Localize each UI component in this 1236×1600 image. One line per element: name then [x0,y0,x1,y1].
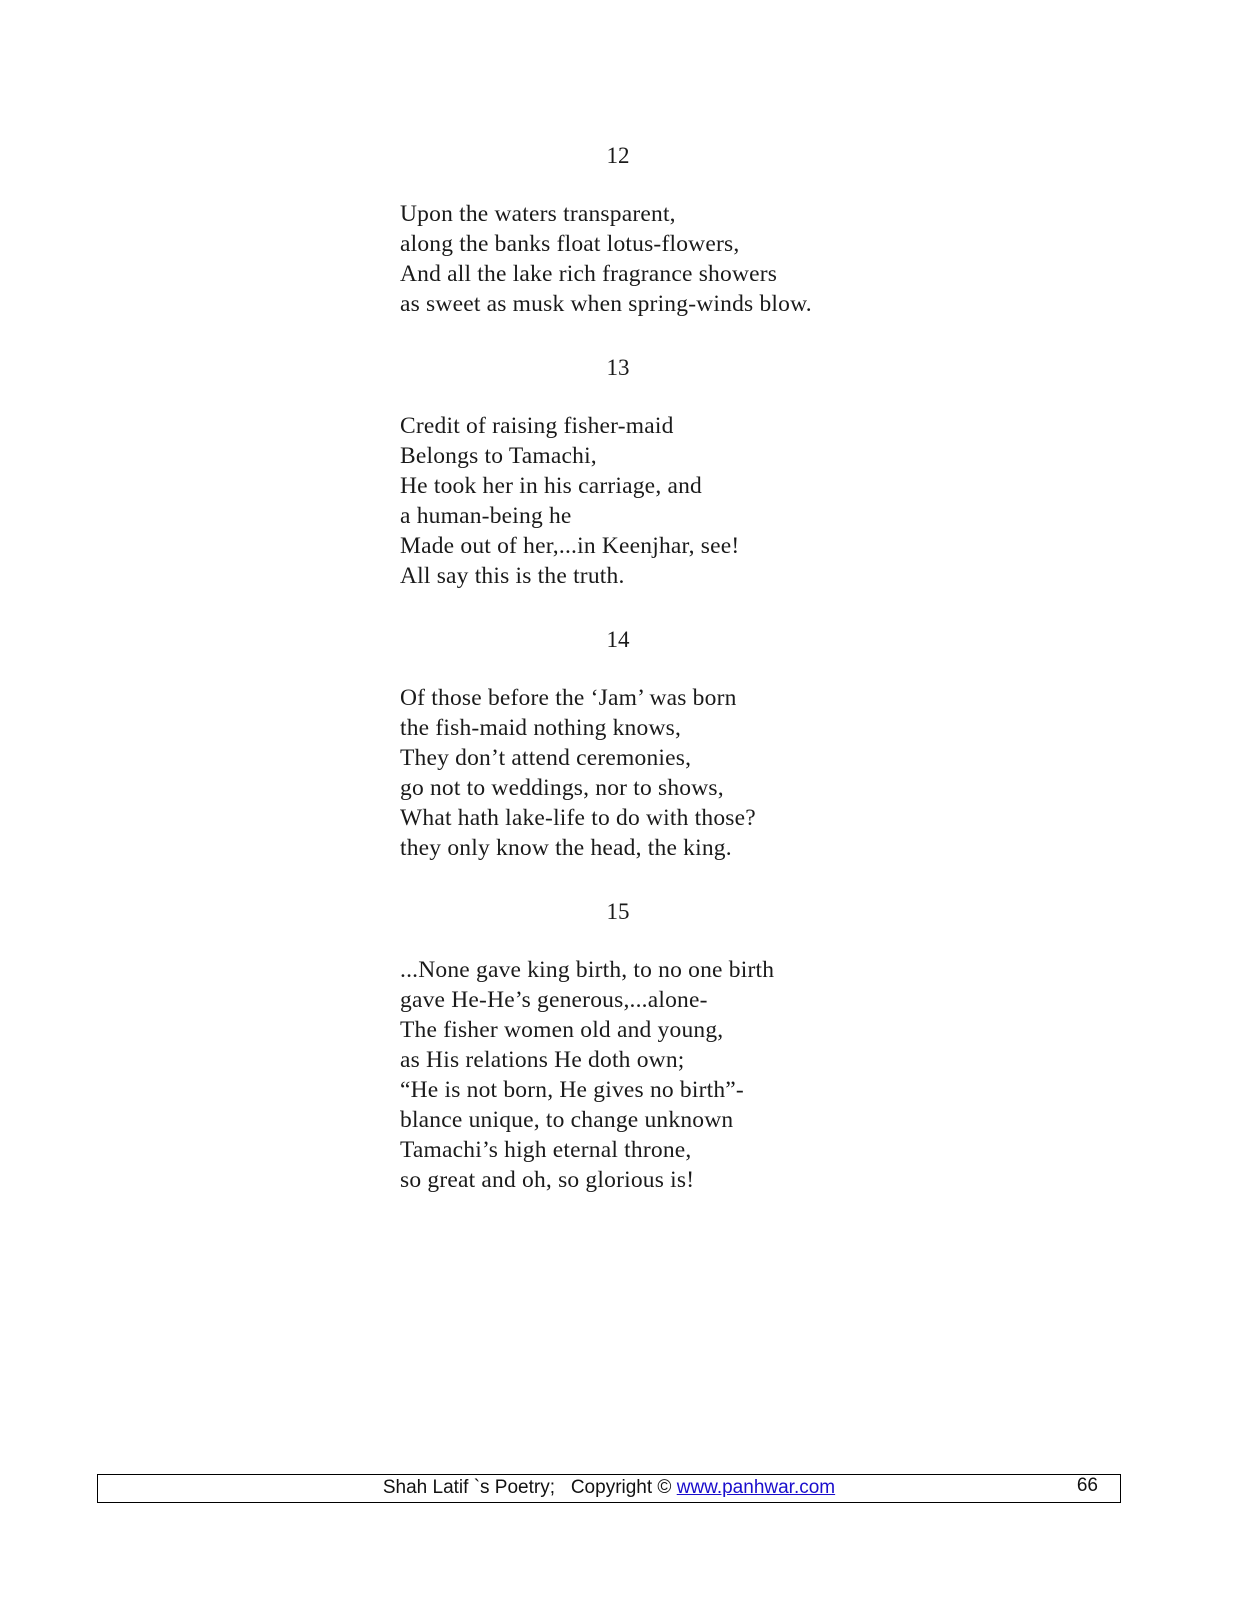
stanza-number-13: 13 [606,355,630,380]
verse-line: the fish-maid nothing knows, [400,715,682,741]
verse-line: He took her in his carriage, and [400,473,702,499]
verse-line: The fisher women old and young, [400,1017,724,1043]
stanza-14 [400,683,920,863]
verse-line: so great and oh, so glorious is! [400,1167,695,1193]
verse-line: And all the lake rich fragrance showers [400,261,778,287]
verse-line: as sweet as musk when spring-winds blow. [400,291,812,317]
verse-line: Made out of her,...in Keenjhar, see! [400,533,740,559]
verse-line: blance unique, to change unknown [400,1107,734,1133]
verse-line: All say this is the truth. [400,563,625,589]
verse-line: gave He-He’s generous,...alone- [400,987,708,1013]
verse-line: Of those before the ‘Jam’ was born [400,685,737,711]
verse-line: Belongs to Tamachi, [400,443,597,469]
stanza-15 [400,955,920,1195]
verse-line: Credit of raising fisher-maid [400,413,674,439]
verse-line: a human-being he [400,503,572,529]
website-link[interactable]: www.panhwar.com [676,1477,836,1498]
stanza-number-14: 14 [606,627,630,652]
stanza-12 [400,199,920,319]
footer-credit [98,1477,1120,1499]
page-footer [97,1474,1121,1503]
verse-line: they only know the head, the king. [400,835,732,861]
verse-line: Upon the waters transparent, [400,201,676,227]
stanza-number-15: 15 [606,899,630,924]
verse-line: They don’t attend ceremonies, [400,745,692,771]
verse-line: go not to weddings, nor to shows, [400,775,724,801]
page-number: 66 [1076,1475,1098,1496]
stanza-number-12: 12 [606,143,630,168]
verse-line: ...None gave king birth, to no one birth [400,957,775,983]
verse-line: as His relations He doth own; [400,1047,685,1073]
verse-line: Tamachi’s high eternal throne, [400,1137,692,1163]
footer-copyright-text: Shah Latif `s Poetry; Copyright © [382,1477,677,1498]
stanza-13 [400,411,920,591]
verse-line: along the banks float lotus-flowers, [400,231,740,257]
verse-line: “He is not born, He gives no birth”- [400,1077,744,1103]
verse-line: What hath lake-life to do with those? [400,805,756,831]
